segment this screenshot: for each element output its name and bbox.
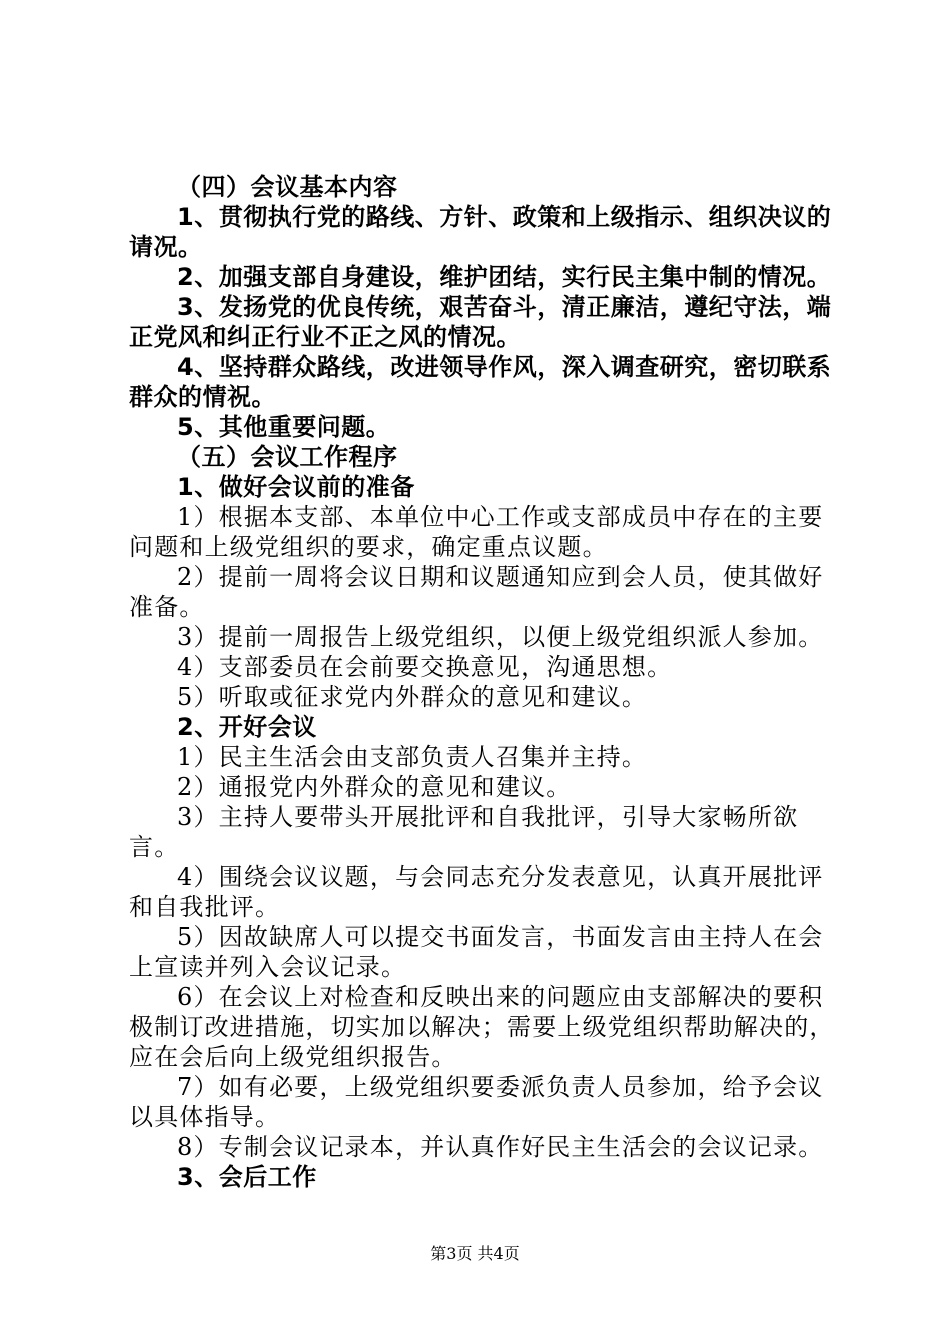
body-paragraph: 1）民主生活会由支部负责人召集并主持。	[177, 743, 648, 771]
body-paragraph: 4）围绕会议议题，与会同志充分发表意见，认真开展批评和自我批评。	[129, 863, 824, 921]
body-paragraph: 7）如有必要，上级党组织要委派负责人员参加，给予会议以具体指导。	[129, 1073, 824, 1131]
heading-paragraph: 1、贯彻执行党的路线、方针、政策和上级指示、组织决议的请况。	[129, 203, 832, 261]
heading-paragraph: （五）会议工作程序	[177, 443, 398, 471]
body-paragraph: 3）主持人要带头开展批评和自我批评，引导大家畅所欲言。	[129, 803, 799, 861]
heading-paragraph: 2、开好会议	[177, 713, 317, 741]
body-paragraph: 8）专制会议记录本，并认真作好民主生活会的会议记录。	[177, 1133, 824, 1161]
body-paragraph: 2）提前一周将会议日期和议题通知应到会人员，使其做好准备。	[129, 563, 824, 621]
heading-paragraph: 2、加强支部自身建设，维护团结，实行民主集中制的情况。	[177, 263, 832, 291]
heading-paragraph: 4、坚持群众路线，改进领导作风，深入调查研究，密切联系群众的情祝。	[129, 353, 832, 411]
body-paragraph: 4）支部委员在会前要交换意见，沟通思想。	[177, 653, 673, 681]
heading-paragraph: 3、发扬党的优良传统，艰苦奋斗，清正廉洁，遵纪守法，端正党风和纠正行业不正之风的情况。	[129, 293, 832, 351]
body-paragraph: 3）提前一周报告上级党组织，以便上级党组织派人参加。	[177, 623, 824, 651]
heading-paragraph: 3、会后工作	[177, 1163, 317, 1191]
body-paragraph: 5）因故缺席人可以提交书面发言，书面发言由主持人在会上宣读并列入会议记录。	[129, 923, 824, 981]
heading-paragraph: 5、其他重要问题。	[177, 413, 391, 441]
body-paragraph: 6）在会议上对检查和反映出来的问题应由支部解决的要积极制订改进措施，切实加以解决；需要上级党组织帮助解决的，应在会后向上级党组织报告。	[129, 983, 835, 1071]
heading-paragraph: （四）会议基本内容	[177, 173, 398, 201]
document-body	[129, 172, 839, 1192]
heading-paragraph: 1、做好会议前的准备	[177, 473, 415, 501]
body-paragraph: 2）通报党内外群众的意见和建议。	[177, 773, 572, 801]
body-paragraph: 1）根据本支部、本单位中心工作或支部成员中存在的主要问题和上级党组织的要求，确定重点议题。	[129, 503, 824, 561]
body-paragraph: 5）听取或征求党内外群众的意见和建议。	[177, 683, 648, 711]
page-footer: 第3页 共4页	[430, 1244, 520, 1263]
